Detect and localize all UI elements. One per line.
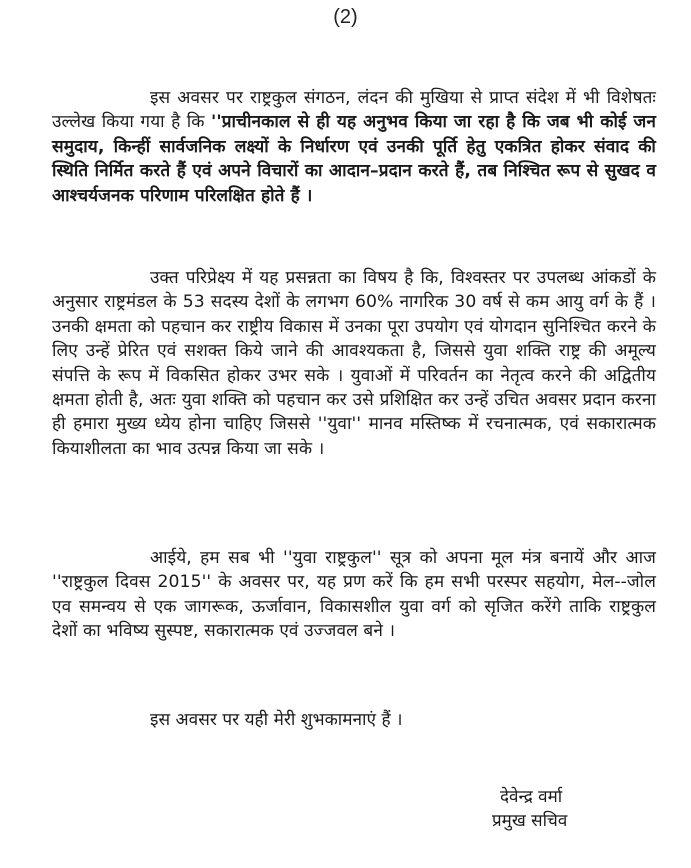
signatory-title: प्रमुख सचिव: [492, 811, 568, 831]
closing-wishes: इस अवसर पर यही मेरी शुभकामनाएं हैं ।: [150, 710, 403, 730]
paragraph-commonwealth-message: [52, 86, 656, 208]
signature-block: [492, 785, 568, 833]
signatory-name: देवेन्द्र वर्मा: [500, 787, 563, 807]
paragraph-youth-commonwealth-pledge: आईये, हम सब भी ''युवा राष्ट्रकुल'' सूत्र को अपना मूल मंत्र बनायें और आज ''राष्ट्रकुल दिवस 2015'' के अवसर पर, यह प्रण करें कि हम सभी परस्पर सहयोग, मेल--जोल एव समन्वय से एक जागरूक, ऊर्जावान, विकासशील युवा वर्ग को सृजित करेंगे ताकि राष्ट्रकुल देशों का भविष्य सुस्पष्ट, सकारात्मक एवं उज्जवल बने ।: [52, 548, 656, 642]
quoted-message-bold: ''प्राचीनकाल से ही यह अनुभव किया जा रहा है कि जब भी कोई जन समुदाय, किन्हीं सार्वजनिक लक्ष्यों के निर्धारण एवं उनकी पूर्ति हेतु एकत्रित होकर संवाद की स्थिति निर्मित करते हैं एवं अपने विचारों का आदान–प्रदान करते हैं, तब निश्चित रूप से सुखद व आश्चर्यजनक परिणाम परिलक्षित होते हैं ।: [52, 112, 656, 206]
paragraph-youth-statistics: उक्त परिप्रेक्ष्य में यह प्रसन्नता का विषय है कि, विश्वस्तर पर उपलब्ध आंकडों के अनुसार राष्ट्रमंडल के 53 सदस्य देशों के लगभग 60% नागरिक 30 वर्ष से कम आयु वर्ग के हैं । उनकी क्षमता को पहचान कर राष्ट्रीय विकास में उनका पूरा उपयोग एवं योगदान सुनिश्चित करने के लिए उन्हें प्रेरित एवं सशक्त किये जाने की आवश्यकता है, जिससे युवा शक्ति राष्ट्र की अमूल्य संपत्ति के रूप में विकसित होकर उभर सके । युवाओं में परिवर्तन का नेतृत्व करने की अद्वितीय क्षमता होती है, अतः युवा शक्ति को पहचान कर उसे प्रशिक्षित कर उन्हें उचित अवसर प्रदान करना ही हमारा मुख्य ध्येय होना चाहिए जिससे ''युवा'' मानव मस्तिष्क में रचनात्मक, एवं सकारात्मक कियाशीलता का भाव उत्पन्न किया जा सके ।: [52, 268, 656, 459]
paragraph-lead-text: इस अवसर पर राष्ट्रकुल संगठन, लंदन की मुखिया से प्राप्त संदेश में भी विशेषतः उल्लेख किया गया है कि: [52, 88, 656, 133]
page-number: (2): [333, 6, 358, 28]
